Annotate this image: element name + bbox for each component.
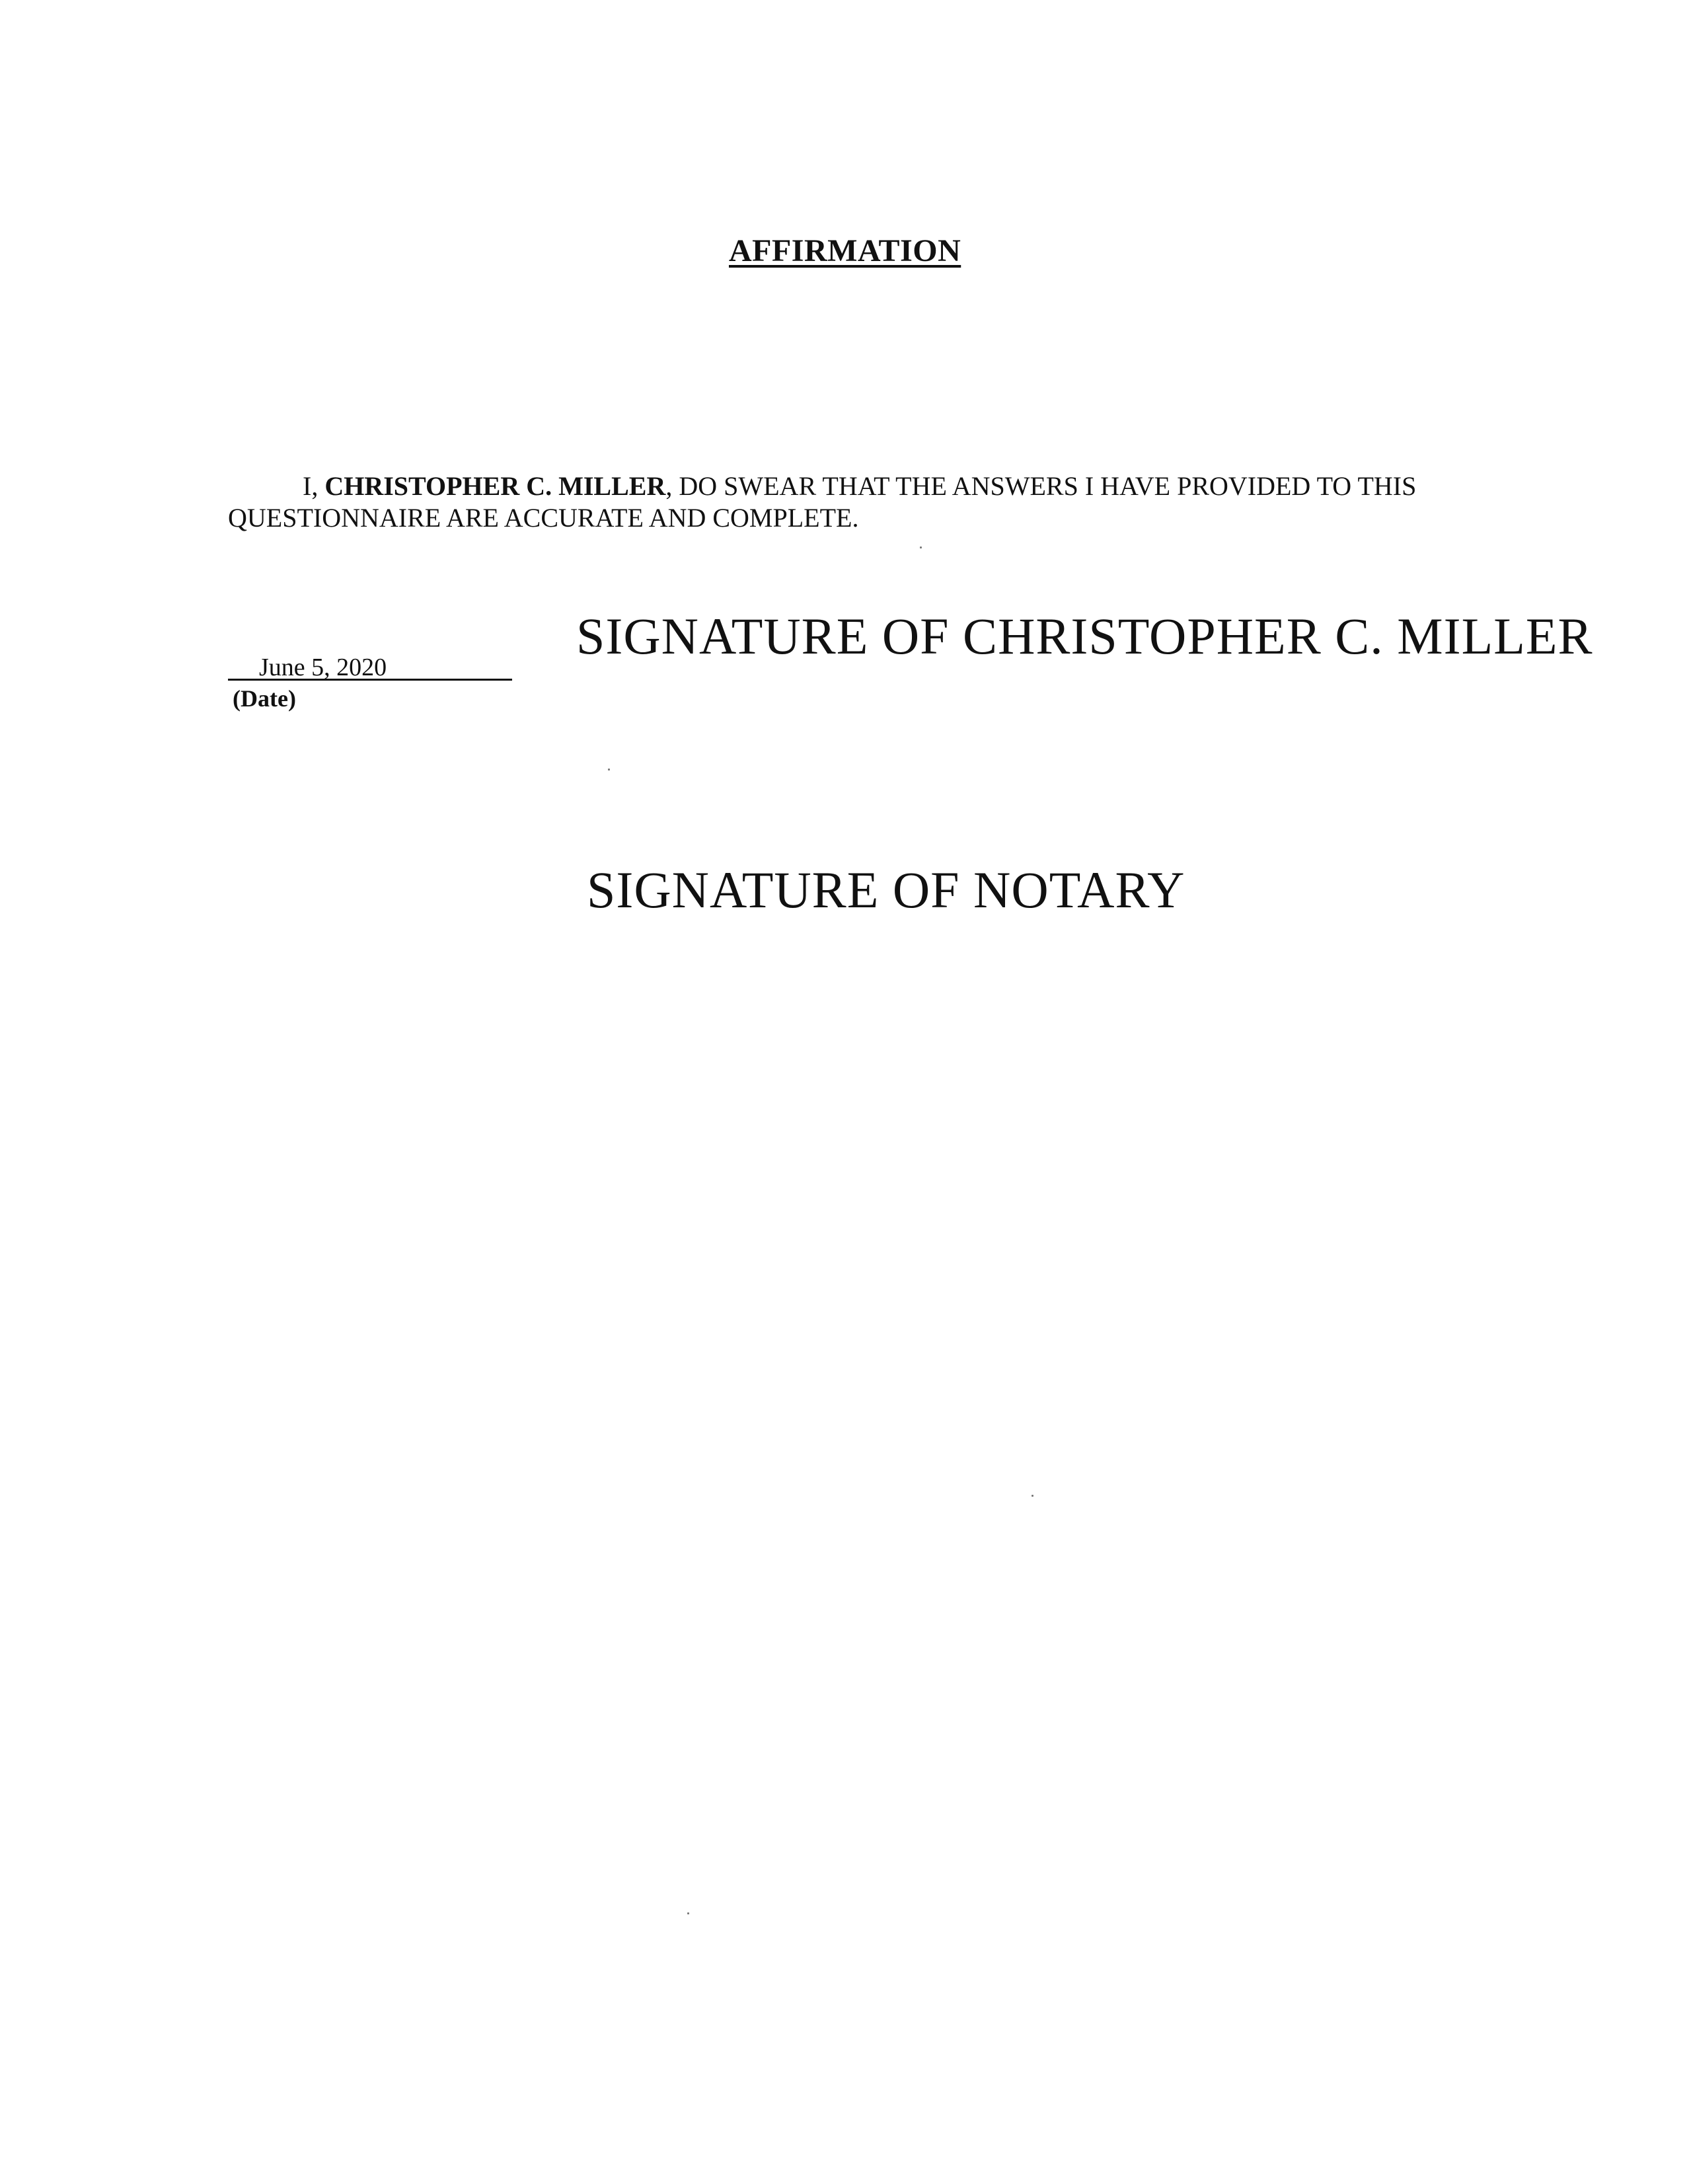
scan-speck [687, 1912, 689, 1914]
notary-signature-block: SIGNATURE OF NOTARY [587, 861, 1185, 919]
date-underline [228, 679, 512, 681]
affiant-name: CHRISTOPHER C. MILLER [324, 471, 666, 501]
scan-speck [608, 769, 610, 771]
statement-prefix: I, [303, 471, 325, 501]
affirmation-statement [228, 471, 1483, 534]
affiant-signature-block: SIGNATURE OF CHRISTOPHER C. MILLER [576, 607, 1593, 665]
document-title: AFFIRMATION [729, 233, 961, 268]
date-value: June 5, 2020 [259, 654, 387, 681]
statement-line-1-rest: , DO SWEAR THAT THE ANSWERS I HAVE PROVIDED TO THIS [665, 471, 1417, 501]
scan-speck [920, 546, 922, 548]
statement-line-2: QUESTIONNAIRE ARE ACCURATE AND COMPLETE. [228, 503, 859, 533]
statement-line-1 [228, 471, 1483, 502]
scan-speck [1032, 1495, 1033, 1497]
date-caption: (Date) [233, 685, 296, 712]
